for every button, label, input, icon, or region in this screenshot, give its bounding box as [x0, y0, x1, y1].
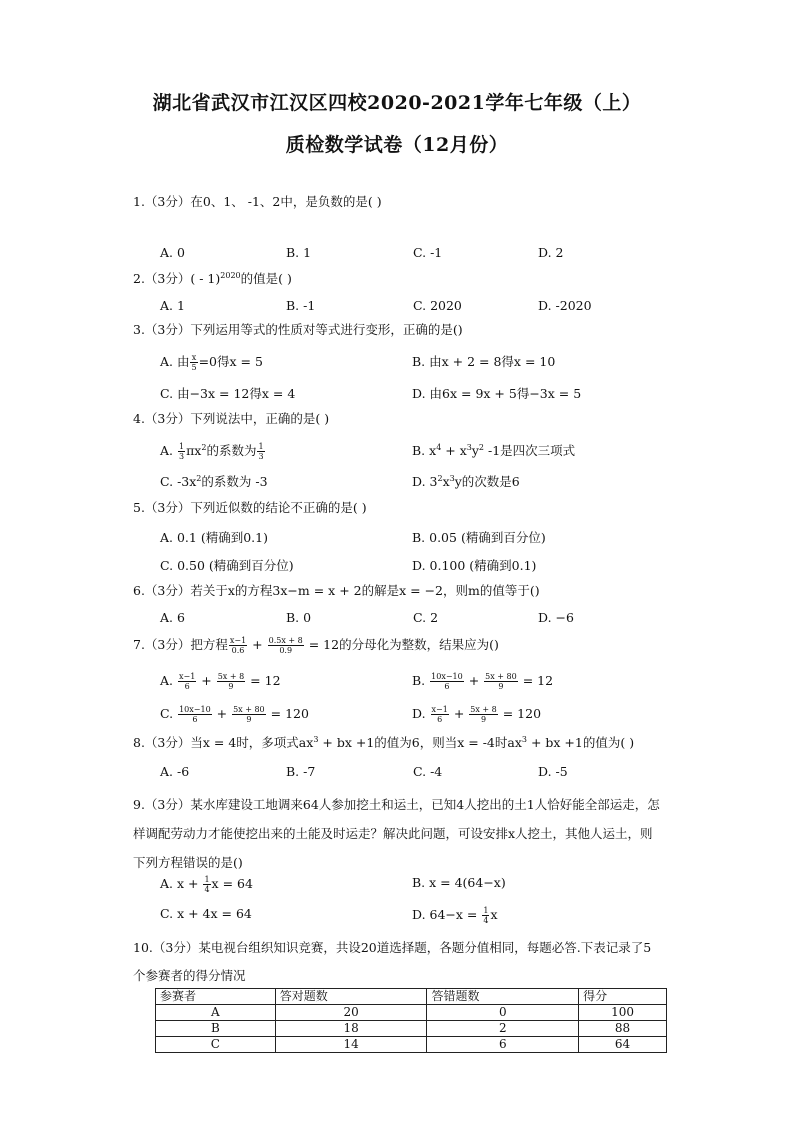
table-header-cell: 参赛者	[156, 989, 276, 1005]
option-b: B. x = 4(64−x)	[412, 875, 506, 890]
table-cell: 0	[427, 1005, 579, 1021]
option-a: A. 由 $\frac{x}{5}$ =0得x = 5	[160, 353, 263, 372]
question-7-options-ab	[160, 672, 680, 690]
question-5-options-cd	[160, 556, 680, 574]
page-subtitle: 质检数学试卷（12月份）	[285, 134, 509, 156]
option-d: D. -2020	[538, 298, 592, 313]
option-a: A. 1	[160, 298, 185, 313]
question-7-stem: 7.（3分）把方程 $\frac{x-1}{0.6}$ + $\frac{0.5x + 8}{0.9}$ = 12的分母化为整数，结果应为()	[133, 636, 499, 655]
table-cell: 14	[275, 1037, 427, 1053]
question-9-options-ab	[160, 875, 680, 893]
question-4-stem: 4.（3分）下列说法中，正确的是( )	[133, 411, 330, 426]
option-c: C. -1	[413, 245, 443, 260]
question-3-options-cd	[160, 384, 680, 402]
option-a: A. -6	[160, 764, 190, 779]
option-b: B. 1	[286, 245, 312, 260]
option-a: A. 6	[160, 610, 185, 625]
question-10-stem: 10.（3分）某电视台组织知识竞赛，共设20道选择题，各题分值相同，每题必答.下表记录了5个参赛者的得分情况	[133, 940, 652, 983]
score-table	[155, 988, 667, 1053]
question-2-stem: 2.（3分）( - 1)$^{2020}$的值是( )	[133, 270, 292, 286]
question-4-options-ab	[160, 441, 680, 459]
option-a: A. $\frac{x-1}{6}$ + $\frac{5x + 8}{9}$ = 12	[160, 672, 281, 691]
table-cell: 64	[579, 1037, 667, 1053]
option-d: D. 由6x = 9x + 5得−3x = 5	[412, 386, 582, 401]
option-c: C. x + 4x = 64	[160, 906, 252, 921]
option-b: B. 由x + 2 = 8得x = 10	[412, 354, 556, 369]
table-header-cell: 答错题数	[427, 989, 579, 1005]
question-5-stem: 5.（3分）下列近似数的结论不正确的是( )	[133, 500, 367, 515]
page-title: 湖北省武汉市江汉区四校2020-2021学年七年级（上）	[152, 92, 642, 114]
question-6-options	[160, 610, 680, 628]
table-cell: 100	[579, 1005, 667, 1021]
question-7-options-cd	[160, 705, 680, 723]
question-1-stem: 1.（3分）在0、1、 -1、2中，是负数的是( )	[133, 194, 382, 209]
option-c: C. 0.50 (精确到百分位)	[160, 558, 294, 573]
option-c: C. -4	[413, 764, 443, 779]
option-a: A. $\frac{1}{3}$ $\pi x^2$的系数为 $\frac{1}{3}$	[160, 442, 264, 461]
table-header-cell: 得分	[579, 989, 667, 1005]
table-row	[156, 1037, 667, 1053]
option-d: D. $3^2x^3y$的次数是6	[412, 473, 520, 489]
question-9-options-cd	[160, 906, 680, 924]
question-3-options-ab	[160, 352, 680, 370]
table-cell: 6	[427, 1037, 579, 1053]
option-c: C. $-3x^2$的系数为 -3	[160, 473, 268, 489]
question-4-options-cd	[160, 472, 680, 490]
option-b: B. $x^4 + x^3y^2$ -1是四次三项式	[412, 442, 576, 458]
option-c: C. 由−3x = 12得x = 4	[160, 386, 296, 401]
table-row	[156, 1005, 667, 1021]
option-a: A. 0.1 (精确到0.1)	[160, 530, 268, 545]
option-c: C. 2020	[413, 298, 462, 313]
option-b: B. $\frac{10x-10}{6}$ + $\frac{5x + 80}{9}$ = 12	[412, 672, 554, 691]
option-d: D. -5	[538, 764, 568, 779]
option-b: B. 0	[286, 610, 312, 625]
table-cell: A	[156, 1005, 276, 1021]
question-6-stem: 6.（3分）若关于x的方程3x−m = x + 2的解是x = −2，则m的值等于()	[133, 583, 540, 598]
question-9-stem: 9.（3分）某水库建设工地调来64人参加挖土和运土，已知4人挖出的土1人恰好能全部运走，怎样调配劳动力才能使挖出来的土能及时运走？解决此问题，可设安排x人挖土，其他人运土，则下列方程错误的是()	[133, 797, 660, 870]
option-d: D. 2	[538, 245, 564, 260]
table-header-cell: 答对题数	[275, 989, 427, 1005]
table-cell: 18	[275, 1021, 427, 1037]
option-c: C. 2	[413, 610, 439, 625]
table-cell: 2	[427, 1021, 579, 1037]
question-5-options-ab	[160, 528, 680, 546]
option-b: B. 0.05 (精确到百分位)	[412, 530, 546, 545]
table-cell: C	[156, 1037, 276, 1053]
table-cell: 88	[579, 1021, 667, 1037]
option-d: D. 0.100 (精确到0.1)	[412, 558, 537, 573]
option-d: D. 64−x = $\frac{1}{4}$ x	[412, 906, 498, 925]
question-8-options	[160, 764, 680, 782]
question-1-options	[160, 245, 680, 263]
question-2-options	[160, 298, 680, 316]
option-b: B. -7	[286, 764, 316, 779]
option-d: D. −6	[538, 610, 574, 625]
option-a: A. x + $\frac{1}{4}$ x = 64	[160, 875, 253, 894]
option-d: D. $\frac{x-1}{6}$ + $\frac{5x + 8}{9}$ = 120	[412, 705, 542, 724]
table-row	[156, 1021, 667, 1037]
question-3-stem: 3.（3分）下列运用等式的性质对等式进行变形，正确的是()	[133, 322, 463, 337]
table-cell: B	[156, 1021, 276, 1037]
option-c: C. $\frac{10x-10}{6}$ + $\frac{5x + 80}{9}$ = 120	[160, 705, 309, 724]
option-b: B. -1	[286, 298, 316, 313]
question-8-stem: 8.（3分）当x = 4时，多项式$ax^3$ + bx +1的值为6，则当x = -4时$ax^3$ + bx +1的值为( )	[133, 734, 635, 750]
table-cell: 20	[275, 1005, 427, 1021]
option-a: A. 0	[160, 245, 185, 260]
table-header-row	[156, 989, 667, 1005]
